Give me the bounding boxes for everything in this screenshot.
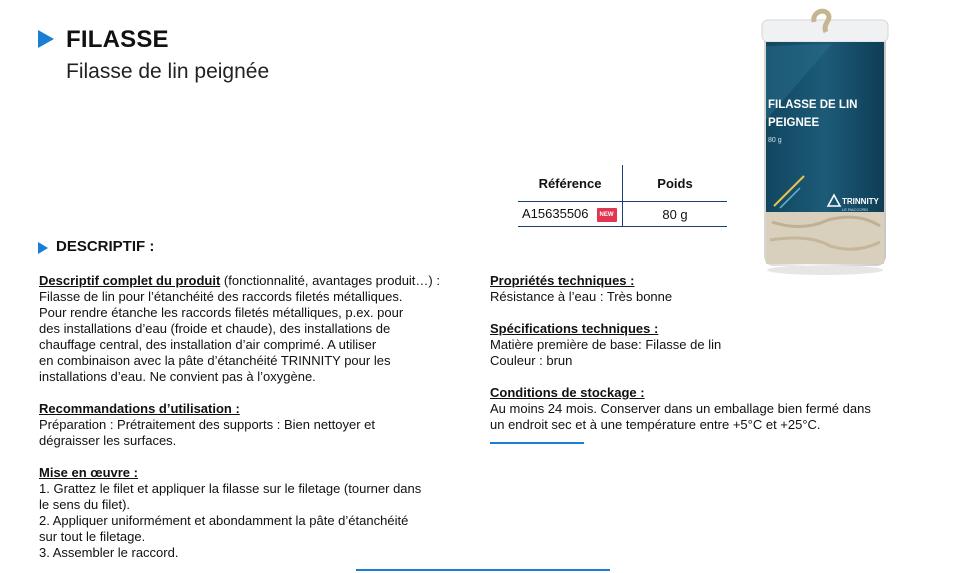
desc-label: Descriptif complet du produit (39, 273, 221, 288)
header-weight: Poids (623, 165, 728, 202)
desc-line: chauffage central, des installation d’air comprimé. A utiliser (39, 337, 377, 352)
stock-line: Au moins 24 mois. Conserver dans un emballage bien fermé dans (490, 401, 871, 416)
mise-label: Mise en œuvre : (39, 465, 138, 480)
mise-line: 1. Grattez le filet et appliquer la filasse sur le filetage (tourner dans (39, 481, 422, 496)
brand-tagline: LE RACCORD (842, 207, 869, 212)
jar-label-weight: 80 g (768, 137, 782, 144)
desc-line: Filasse de lin pour l’étanchéité des raccords filetés métalliques. (39, 289, 403, 304)
desc-line: des installations d’eau (froide et chaude), des installations de (39, 321, 391, 336)
new-badge: NEW (597, 208, 617, 222)
desc-suffix: (fonctionnalité, avantages produit…) : (220, 273, 440, 288)
desc-line: installations d’eau. Ne convient pas à l’oxygène. (39, 369, 316, 384)
description-column-left (39, 273, 479, 561)
description-column-right (490, 273, 930, 433)
spec-line: Couleur : brun (490, 353, 573, 368)
reco-label: Recommandations d’utilisation : (39, 401, 240, 416)
spec-line: Matière première de base: Filasse de lin (490, 337, 722, 352)
header-reference: Référence (518, 165, 623, 202)
brand-name: TRINNITY (842, 197, 879, 206)
section-arrow-icon (38, 242, 48, 254)
product-image (752, 8, 898, 276)
mise-line: 2. Appliquer uniformément et abondamment la pâte d’étanchéité (39, 513, 409, 528)
mise-line: sur tout le filetage. (39, 529, 146, 544)
stock-line: un endroit sec et à une température entre +5°C et +25°C. (490, 417, 821, 432)
desc-heading (39, 273, 479, 289)
weight-value: 80 g (623, 202, 728, 227)
desc-line: Pour rendre étanche les raccords filetés métalliques, p.ex. pour (39, 305, 404, 320)
table-row (518, 202, 727, 227)
spec-label: Spécifications techniques : (490, 321, 659, 336)
divider (356, 569, 610, 571)
jar-label-line1: FILASSE DE LIN (768, 99, 858, 111)
reco-line: Préparation : Prétraitement des supports : Bien nettoyer et (39, 417, 376, 432)
reference-value: A15635506 (522, 206, 589, 222)
reference-table (518, 165, 727, 227)
mise-line: le sens du filet). (39, 497, 131, 512)
desc-line: en combinaison avec la pâte d’étanchéité TRINNITY pour les (39, 353, 391, 368)
reco-line: dégraisser les surfaces. (39, 433, 177, 448)
divider (490, 442, 584, 444)
page-title: FILASSE (66, 26, 169, 53)
title-arrow-icon (38, 30, 54, 48)
prop-label: Propriétés techniques : (490, 273, 635, 288)
mise-line: 3. Assembler le raccord. (39, 545, 179, 560)
table-header-row (518, 165, 727, 202)
prop-line: Résistance à l’eau : Très bonne (490, 289, 673, 304)
section-title: DESCRIPTIF : (56, 238, 155, 255)
stock-label: Conditions de stockage : (490, 385, 645, 400)
jar-label-line2: PEIGNEE (768, 117, 820, 129)
page-subtitle: Filasse de lin peignée (66, 60, 270, 83)
